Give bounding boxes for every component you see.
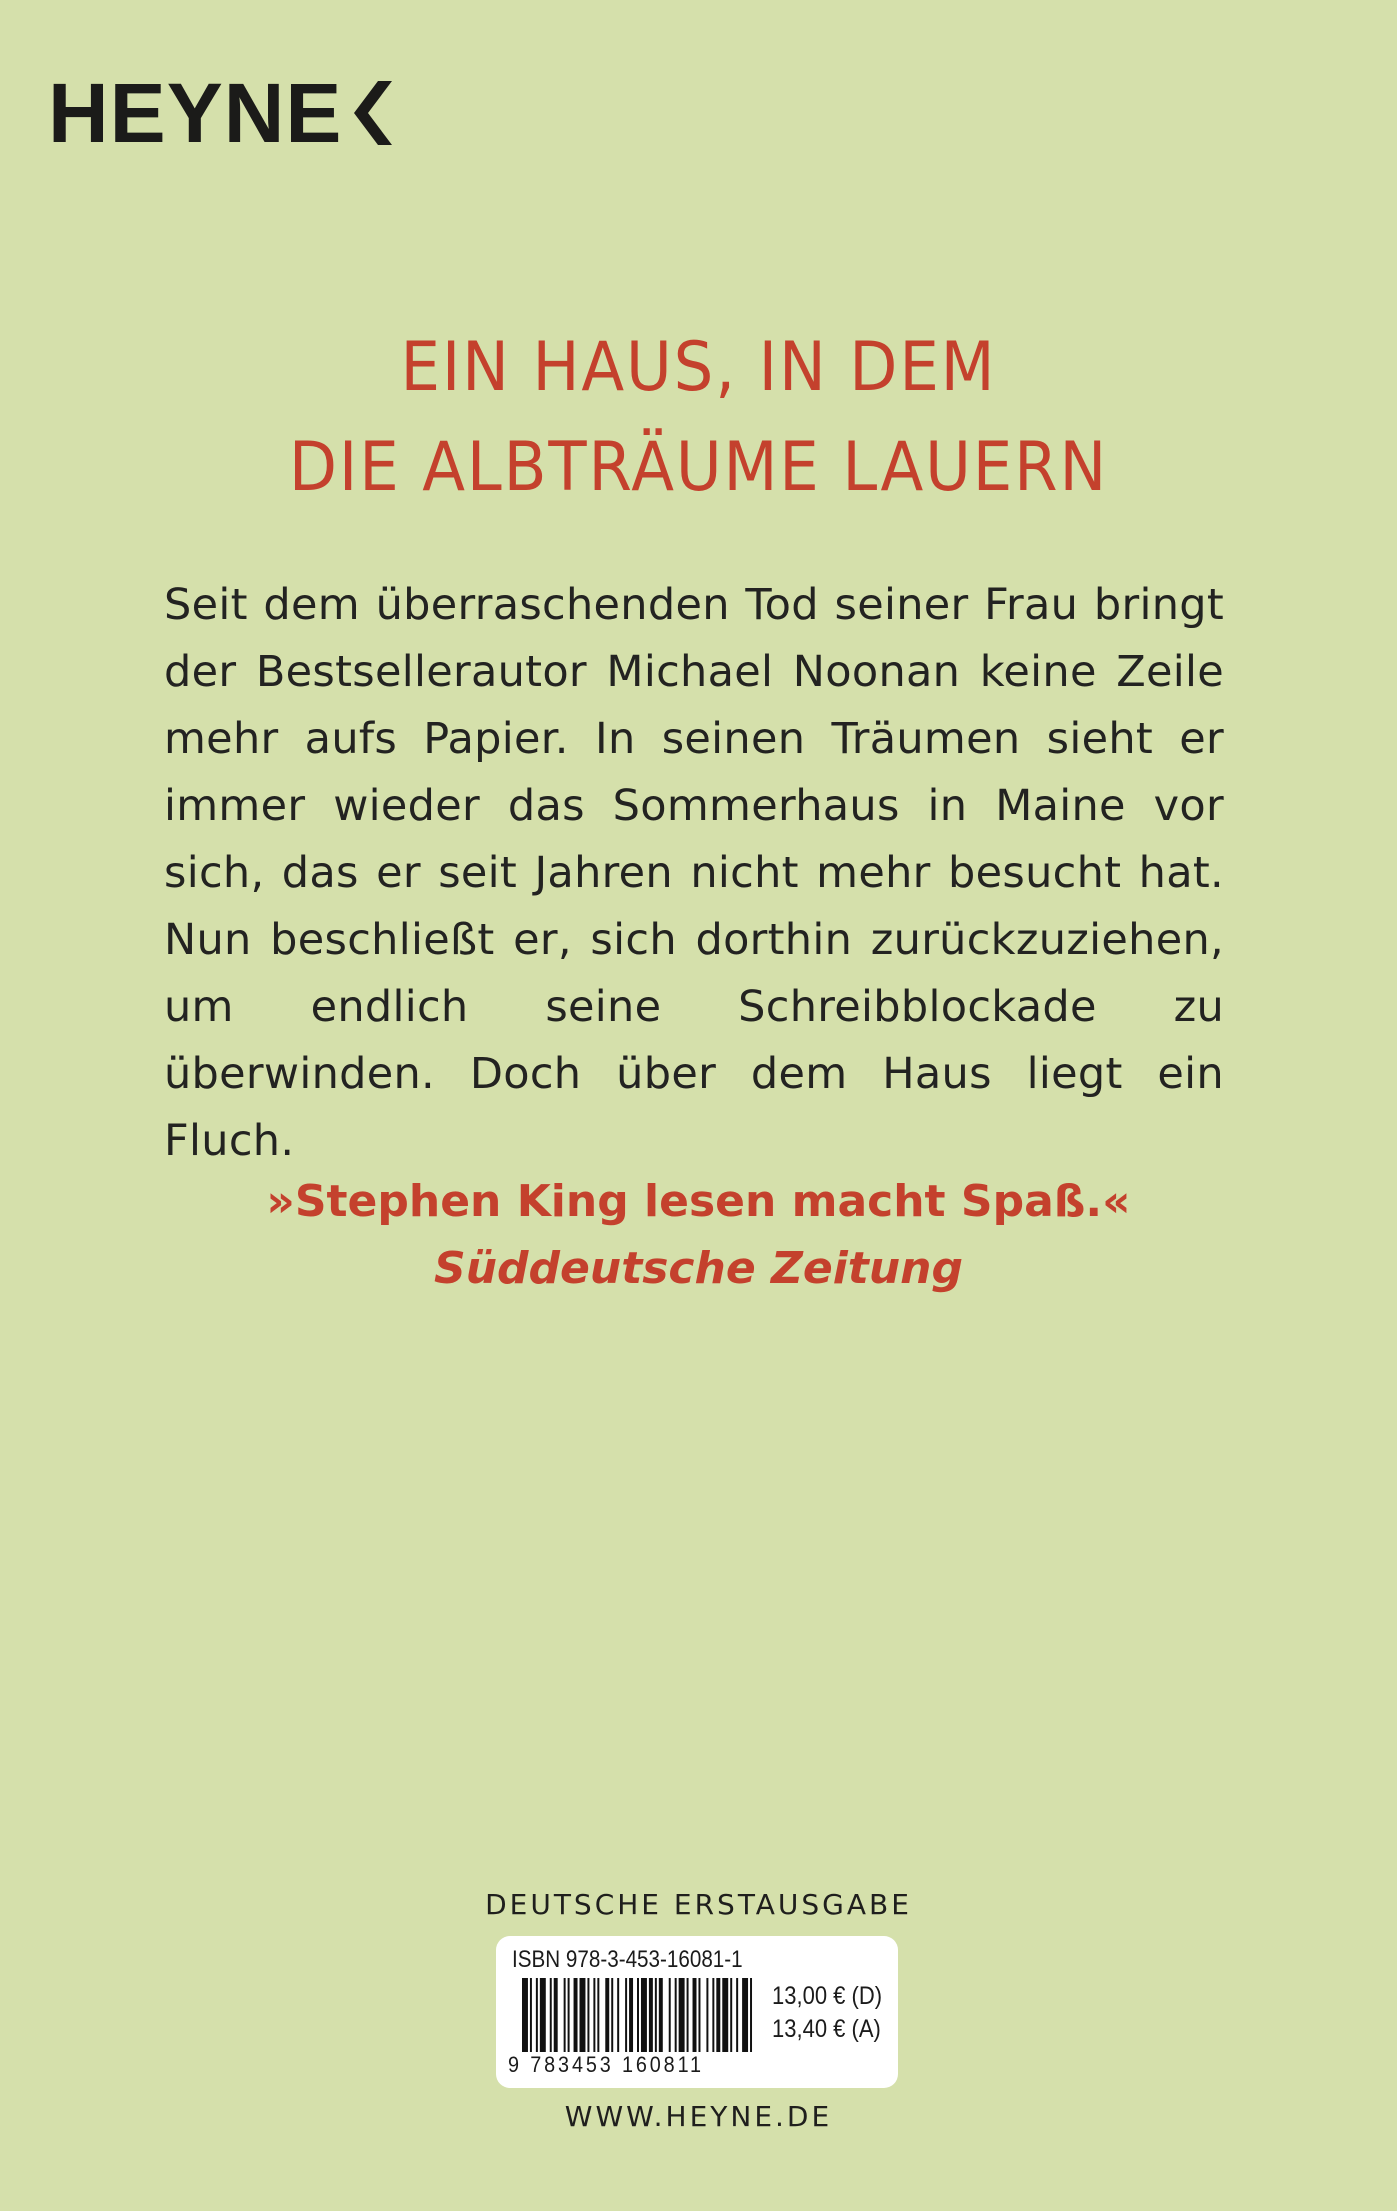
chevron-left-icon (354, 81, 392, 145)
publisher-logo (48, 68, 392, 158)
price-germany: 13,00 € (D) (772, 1982, 883, 2010)
headline (56, 318, 1341, 518)
barcode-digits: 9 783453 160811 (508, 2052, 704, 2077)
quote-text: »Stephen King lesen macht Spaß.« (266, 1176, 1131, 1227)
barcode-icon (522, 1978, 754, 2052)
publisher-name: HEYNE (48, 66, 343, 160)
headline-line-1: EIN HAUS, IN DEM (400, 328, 997, 407)
barcode-label (496, 1936, 898, 2088)
price-block (772, 1980, 882, 2046)
headline-line-2: DIE ALBTRÄUME LAUERN (288, 428, 1109, 507)
isbn-text: ISBN 978-3-453-16081-1 (512, 1946, 743, 1973)
price-austria: 13,40 € (A) (772, 2015, 881, 2043)
press-quote (0, 1168, 1397, 1302)
quote-source: Süddeutsche Zeitung (434, 1243, 963, 1294)
blurb-text: Seit dem überraschenden Tod seiner Frau bringt der Bestsellerautor Michael Noonan keine Zeile mehr aufs Papier. In seinen Träumen sieht er immer wieder das Sommerhaus in Maine vor sich, das er seit Jahren nicht mehr besucht hat. Nun beschließt er, sich dorthin zurückzuziehen, um endlich seine Schreibblockade zu überwinden. Doch über dem Haus liegt ein Fluch. (164, 580, 1224, 1166)
website-url: WWW.HEYNE.DE (564, 2100, 833, 2133)
edition-label: DEUTSCHE ERSTAUSGABE (485, 1888, 912, 1921)
